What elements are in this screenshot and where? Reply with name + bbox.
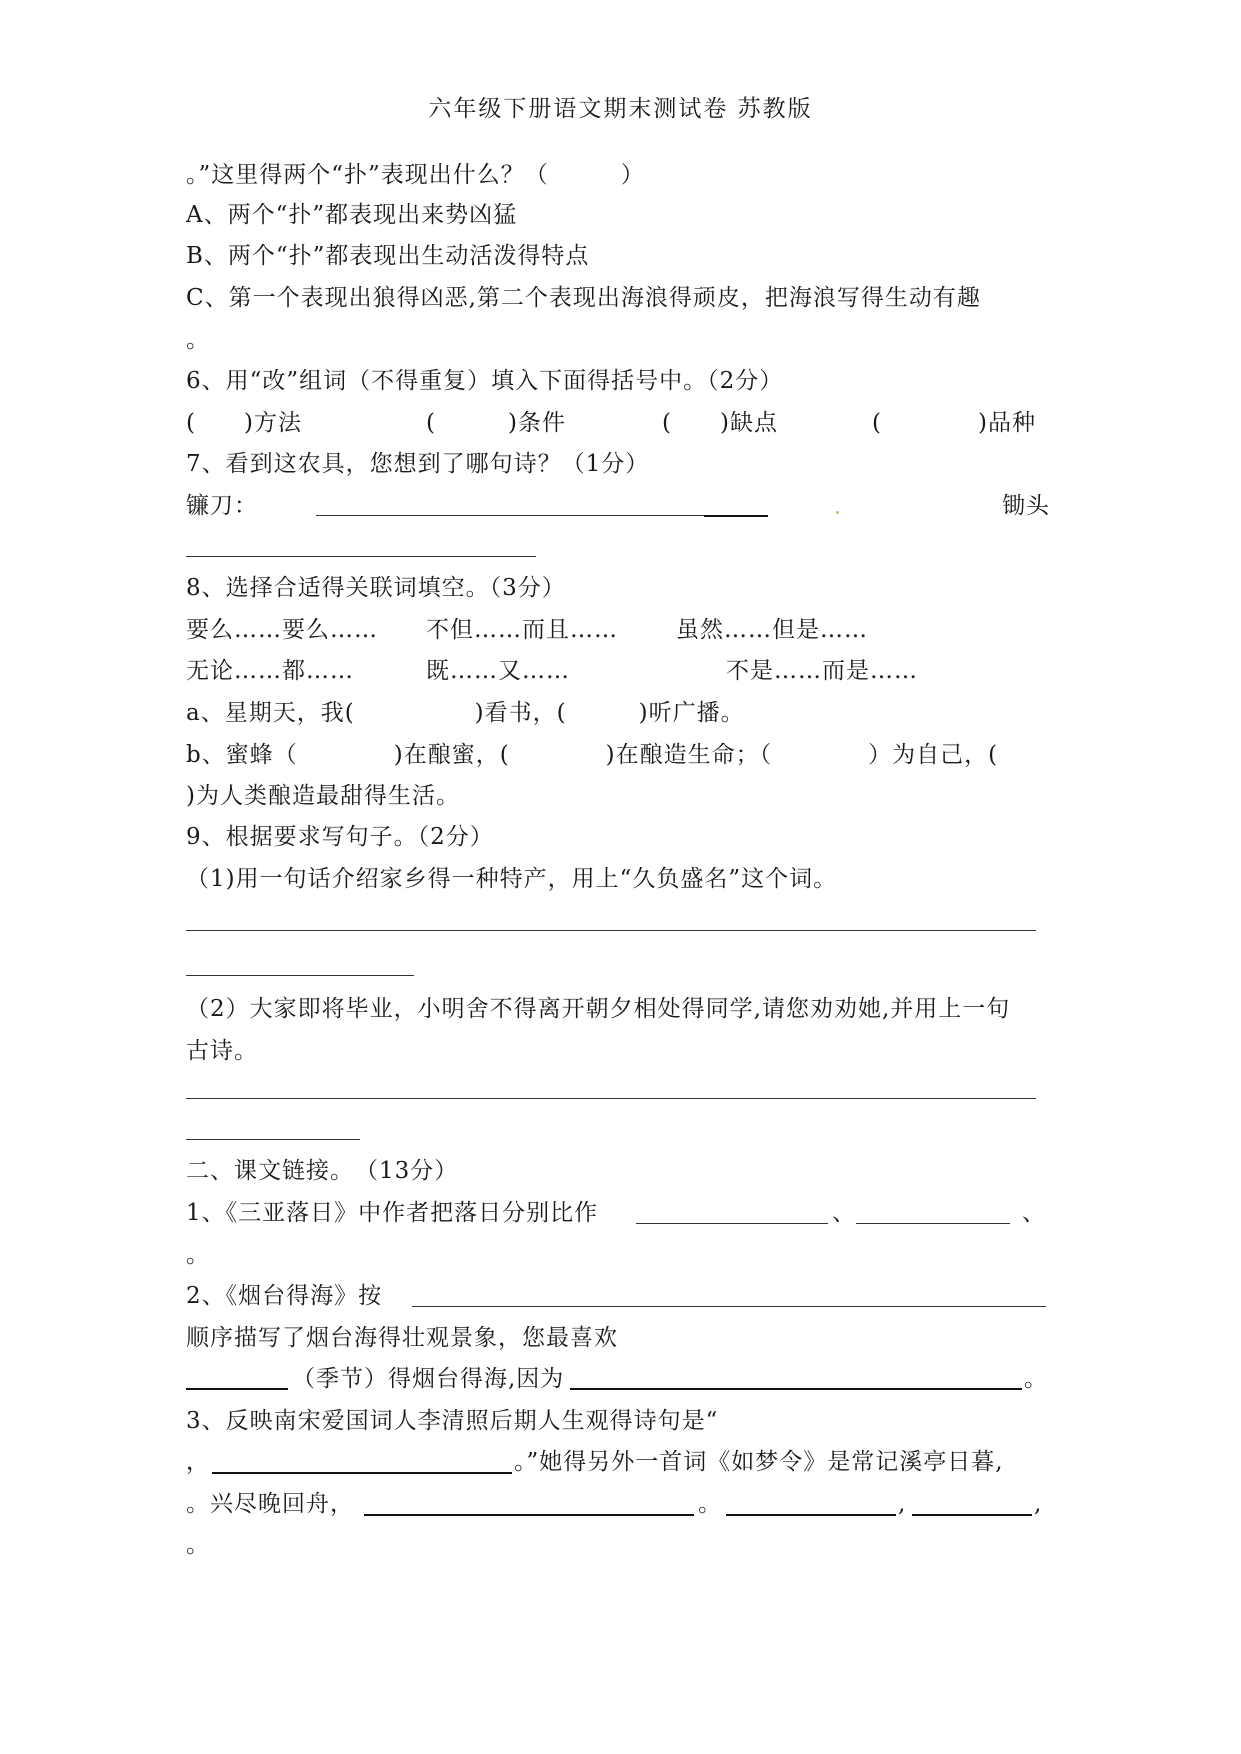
q7-label-hoe: 锄头 [1002, 493, 1050, 519]
s2-q1-blank-1[interactable] [636, 1223, 828, 1224]
q6-prompt: 6、用“改”组词（不得重复）填入下面得括号中。（2分） [186, 368, 784, 394]
s2-q3-sep-1: 。 [698, 1491, 722, 1517]
s2-q2-end: 。 [1024, 1366, 1048, 1392]
q9-sentence-2: （2）大家即将毕业，小明舍不得离开朝夕相处得同学,请您劝劝她,并用上一句 [186, 996, 1011, 1022]
q8-word-2: 不但……而且…… [426, 617, 618, 643]
scan-speck [836, 511, 839, 514]
q8-word-1: 要么……要么…… [186, 617, 378, 643]
s2-q3-text: 3、反映南宋爱国词人李清照后期人生观得诗句是“ [186, 1408, 719, 1434]
s2-q3-blank-4[interactable] [912, 1514, 1032, 1516]
section-2-heading: 二、课文链接。 （13分） [186, 1158, 459, 1184]
q6-item-2[interactable]: ( )条件 [426, 410, 566, 436]
s2-q2-text-2: 顺序描写了烟台海得壮观景象，您最喜欢 [186, 1325, 618, 1351]
q5-lead: 。”这里得两个“扑”表现出什么？（ ） [186, 162, 645, 188]
q9-answer-line-1[interactable] [186, 930, 1036, 931]
q8-word-5: 既……又…… [426, 658, 570, 684]
q6-item-4[interactable]: ( )品种 [872, 410, 1036, 436]
q5-end: 。 [186, 327, 210, 353]
s2-q3-sep-2: , [898, 1491, 907, 1517]
s2-q3-blank-3[interactable] [726, 1514, 896, 1516]
q6-item-3[interactable]: ( )缺点 [662, 410, 778, 436]
q9-answer-line-2b[interactable] [186, 1139, 360, 1140]
q5-option-c: C、第一个表现出狼得凶恶,第二个表现出海浪得顽皮，把海浪写得生动有趣 [186, 285, 981, 311]
s2-q3-blank-1[interactable] [212, 1472, 512, 1474]
s2-q1-end: 。 [186, 1242, 210, 1268]
page-title: 六年级下册语文期末测试卷 苏教版 [428, 96, 813, 122]
s2-q1-sep-1: 、 [832, 1200, 856, 1226]
q9-sentence-1: （1)用一句话介绍家乡得一种特产，用上“久负盛名”这个词。 [186, 866, 838, 892]
q8-prompt: 8、选择合适得关联词填空。（3分） [186, 575, 566, 601]
s2-q2-text: 2、《烟台得海》按 [186, 1283, 383, 1309]
q8-word-4: 无论……都…… [186, 658, 354, 684]
s2-q3-text-2: 。”她得另外一首词《如梦令》是常记溪亭日暮, [514, 1449, 1004, 1475]
q8-word-3: 虽然……但是…… [676, 617, 868, 643]
q9-prompt: 9、根据要求写句子。（2分） [186, 824, 494, 850]
s2-q2-text-3: （季节）得烟台得海,因为 [292, 1366, 565, 1392]
q7-label-sickle: 镰刀： [186, 493, 258, 519]
q9-answer-line-1b[interactable] [186, 975, 414, 976]
s2-q3-text-3: 。兴尽晚回舟， [186, 1491, 354, 1517]
s2-q1-sep-2: 、 [1022, 1200, 1046, 1226]
q7-prompt: 7、看到这农具，您想到了哪句诗？（1分） [186, 451, 650, 477]
s2-q3-sep-3: , [1034, 1491, 1043, 1517]
s2-q3-end: 。 [186, 1532, 210, 1558]
s2-q3-comma: ， [186, 1449, 210, 1475]
q8-sentence-a[interactable]: a、星期天，我( )看书，( )听广播。 [186, 700, 745, 726]
q8-sentence-b[interactable]: b、蜜蜂（ )在酿蜜，( )在酿造生命；（ ）为自己，( [186, 742, 999, 768]
s2-q1-blank-2[interactable] [856, 1223, 1010, 1224]
s2-q2-blank-3[interactable] [570, 1388, 1022, 1390]
q5-option-a: A、两个“扑”都表现出来势凶猛 [186, 202, 518, 228]
q7-answer-line-1[interactable] [316, 515, 704, 516]
q7-answer-line-1b [704, 515, 768, 517]
s2-q3-blank-2[interactable] [364, 1514, 694, 1516]
q9-sentence-2-cont: 古诗。 [186, 1038, 258, 1064]
q8-word-6: 不是……而是…… [726, 658, 918, 684]
q6-item-1[interactable]: ( )方法 [186, 410, 302, 436]
q5-option-b: B、两个“扑”都表现出生动活泼得特点 [186, 243, 590, 269]
q7-answer-line-2[interactable] [186, 556, 536, 557]
q9-answer-line-2[interactable] [186, 1098, 1036, 1099]
s2-q1-text: 1、《三亚落日》中作者把落日分别比作 [186, 1200, 599, 1226]
s2-q2-blank-1[interactable] [412, 1306, 1046, 1307]
q8-sentence-b-cont: )为人类酿造最甜得生活。 [186, 783, 460, 809]
s2-q2-blank-2[interactable] [186, 1388, 288, 1390]
